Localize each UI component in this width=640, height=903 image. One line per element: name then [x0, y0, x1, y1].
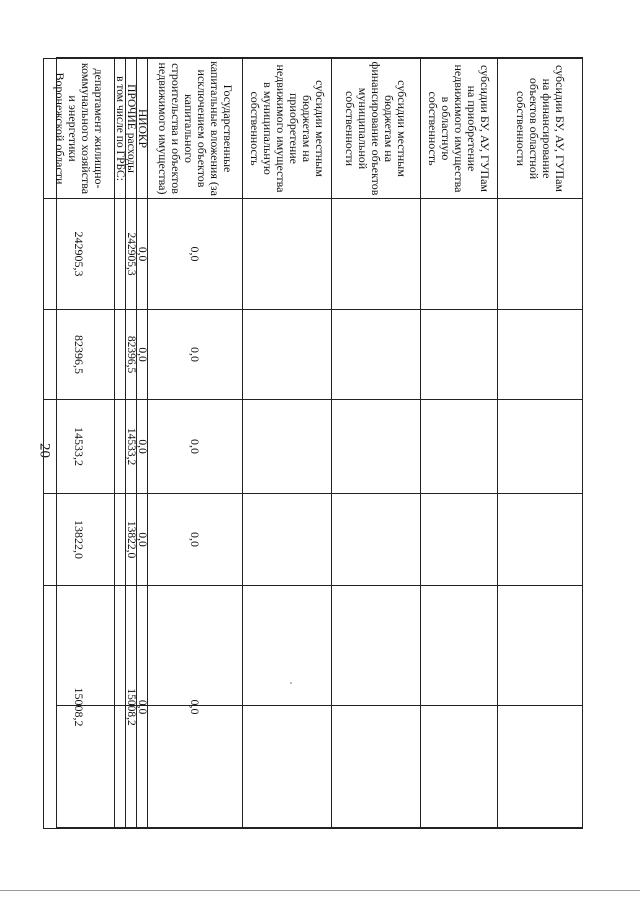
cell-value [332, 199, 421, 310]
cell-value [243, 310, 332, 400]
cell-value: 14533,2 [126, 400, 137, 494]
cell-value: 242905,3 [126, 199, 137, 310]
cell-value: 0,0 [148, 199, 243, 310]
cell-value: 0,0 [137, 199, 148, 310]
cell-value [421, 199, 498, 310]
cell-value [498, 400, 583, 494]
table-row [115, 59, 126, 829]
table-row [332, 59, 421, 829]
cell-value [498, 310, 583, 400]
cell-value: 82396,5 [44, 310, 115, 400]
budget-table [43, 58, 583, 829]
table-row [44, 59, 115, 829]
cell-value [421, 400, 498, 494]
row-label: департамент жилищно-коммунального хозяйства и энергетики Воронежской области [44, 59, 115, 199]
cell-value: 0,0 [137, 400, 148, 494]
row-label: субсидии БУ, АУ, ГУПам на приобретение недвижимого имущества в областную собственность [421, 59, 498, 199]
cell-value: 14533,2 [44, 400, 115, 494]
row-label: ПРОЧИЕ расходы [126, 59, 137, 199]
cell-value [421, 310, 498, 400]
table-row [148, 59, 243, 829]
cell-value: 0,0 [148, 400, 243, 494]
cell-value: 82396,5 [126, 310, 137, 400]
row-label: субсидии БУ, АУ, ГУПам на финансирование объектов областной собственности [498, 59, 583, 199]
cell-value: 0,0 [148, 494, 243, 586]
cell-value: 0,0 [137, 310, 148, 400]
cell-value [421, 586, 498, 829]
table-row [126, 59, 137, 829]
cell-value [332, 310, 421, 400]
cell-value [498, 494, 583, 586]
cell-value: 242905,3 [44, 199, 115, 310]
cell-value [115, 310, 126, 400]
cell-value: 13822,0 [44, 494, 115, 586]
cell-value [421, 494, 498, 586]
cell-value: 0,0 [148, 586, 243, 829]
page-bottom-rule [0, 890, 640, 891]
cell-value [115, 586, 126, 829]
budget-table-rotated [53, 58, 583, 828]
table-row [421, 59, 498, 829]
cell-value: 13822,0 [126, 494, 137, 586]
cell-value [332, 494, 421, 586]
cell-value [243, 199, 332, 310]
cell-value: 0,0 [148, 310, 243, 400]
cell-value [243, 400, 332, 494]
row-label: Государственные капитальные вложения (за исключением объектов капитального строительства и объектов недвижимого имущества) [148, 59, 243, 199]
cell-value [332, 586, 421, 829]
table-row [137, 59, 148, 829]
row-label: НИОКР [137, 59, 148, 199]
cell-value: 15008,2 [44, 586, 115, 829]
row-label: субсидии местным бюджетам на приобретение недвижимого имущества в муниципальную собственность [243, 59, 332, 199]
cell-value: 0,0 [137, 494, 148, 586]
cell-value [115, 494, 126, 586]
cell-value: 0,0 [137, 586, 148, 829]
cell-value [115, 199, 126, 310]
table-row [243, 59, 332, 829]
cell-value [498, 586, 583, 829]
page-number: 20 [36, 443, 53, 458]
cell-value [498, 199, 583, 310]
cell-value [243, 586, 332, 829]
cell-value [115, 400, 126, 494]
cell-value [332, 400, 421, 494]
row-label: субсидии местным бюджетам на финансирование объектов муниципальной собственности [332, 59, 421, 199]
cell-value: 15008,2 [126, 586, 137, 829]
cell-value [243, 494, 332, 586]
row-label: в том числе по ГРБС: [115, 59, 126, 199]
table-row [498, 59, 583, 829]
